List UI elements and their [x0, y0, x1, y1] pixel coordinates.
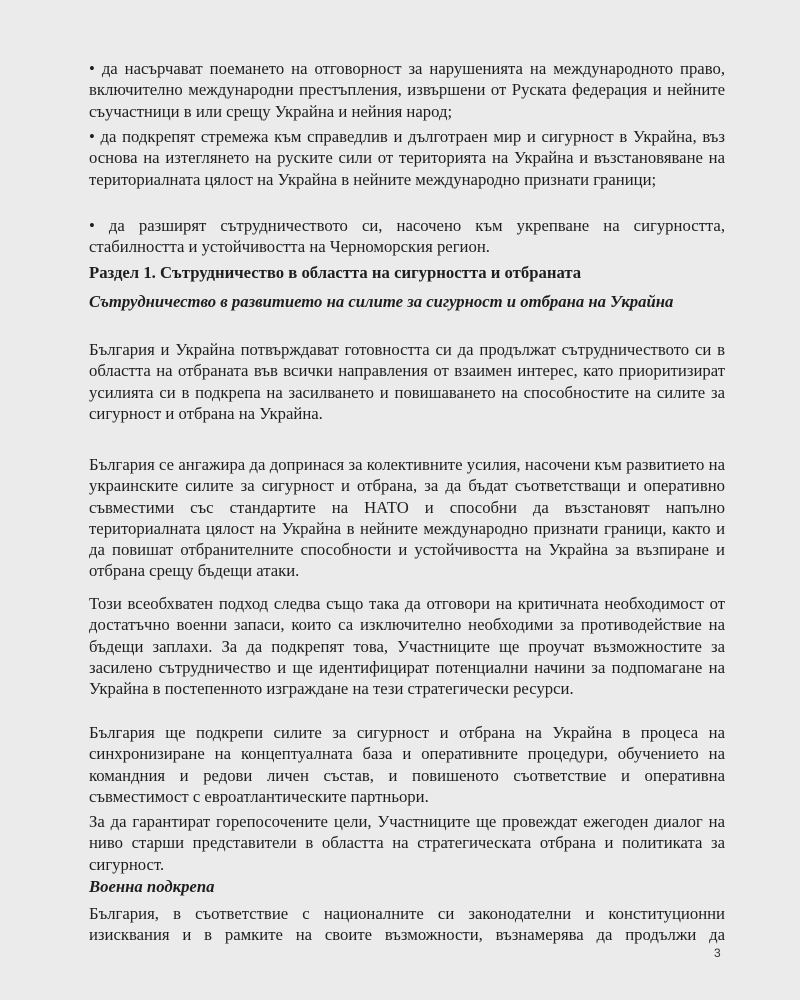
subheading-military-support: Военна подкрепа: [89, 877, 215, 896]
paragraph-commitment: България се ангажира да допринася за колективните усилия, насочени към развитието на украинските силите за сигурност и отбрана, за да бъдат съответстващи и оперативно съвместими със стандартите на НАТО и способни да възстановят напълно териториалната цялост на Украйна в нейните международно признати граници, както и да повишат отбранителните способности и устойчивостта на Украйна за възпиране и отбрана срещу бъдещи атаки.: [89, 455, 725, 581]
paragraph-synchronization: България ще подкрепи силите за сигурност и отбрана на Украйна в процеса на синхронизиране на концептуалната база и оперативните процедури, обучението на командния и редови личен състав, и повишеното съответствие и оперативна съвместимост с евроатлантическите партньори.: [89, 723, 725, 806]
subheading-force-development: Сътрудничество в развитието на силите за сигурност и отбрана на Украйна: [89, 292, 674, 311]
section-heading: Раздел 1. Сътрудничество в областта на сигурността и отбраната: [89, 263, 582, 282]
bullet-black-sea: • да разширят сътрудничеството си, насочено към укрепване на сигурността, стабилността и устойчивостта на Черноморския регион.: [89, 216, 725, 257]
page-number: 3: [714, 946, 721, 960]
paragraph-military-support: България, в съответствие с националните си законодателни и конституционни изисквания и в рамките на своите възможности, възнамерява да продължи да: [89, 904, 725, 945]
paragraph-readiness: България и Украйна потвърждават готовността си да продължат сътрудничеството си в областта на отбраната във всички направления от взаимен интерес, като приоритизират усилията си в подкрепа на засилването и повишаването на способностите на силите за сигурност и отбрана на Украйна.: [89, 340, 725, 423]
paragraph-stockpiles: Този всеобхватен подход следва също така да отговори на критичната необходимост от достатъчно военни запаси, които са изключително необходими за противодействие на бъдещи заплахи. За да подкрепят това, Участниците ще проучат възможностите за засилено сътрудничество и ще идентифицират потенциални начини за подпомагане на Украйна в постепенното изграждане на тези стратегически ресурси.: [89, 594, 725, 699]
bullet-accountability: • да насърчават поемането на отговорност за нарушенията на международното право, включително международни престъпления, извършени от Руската федерация и нейните съучастници в или срещу Украйна и нейния народ;: [89, 59, 725, 121]
bullet-peace: • да подкрепят стремежа към справедлив и дълготраен мир и сигурност в Украйна, въз основа на изтеглянето на руските сили от територията на Украйна и възстановяване на териториалната цялост на Украйна в нейните международно признати граници;: [89, 127, 725, 189]
paragraph-annual-dialog: За да гарантират горепосочените цели, Участниците ще провеждат ежегоден диалог на ниво старши представители в областта на стратегическата отбрана и политиката за сигурност.: [89, 812, 725, 874]
